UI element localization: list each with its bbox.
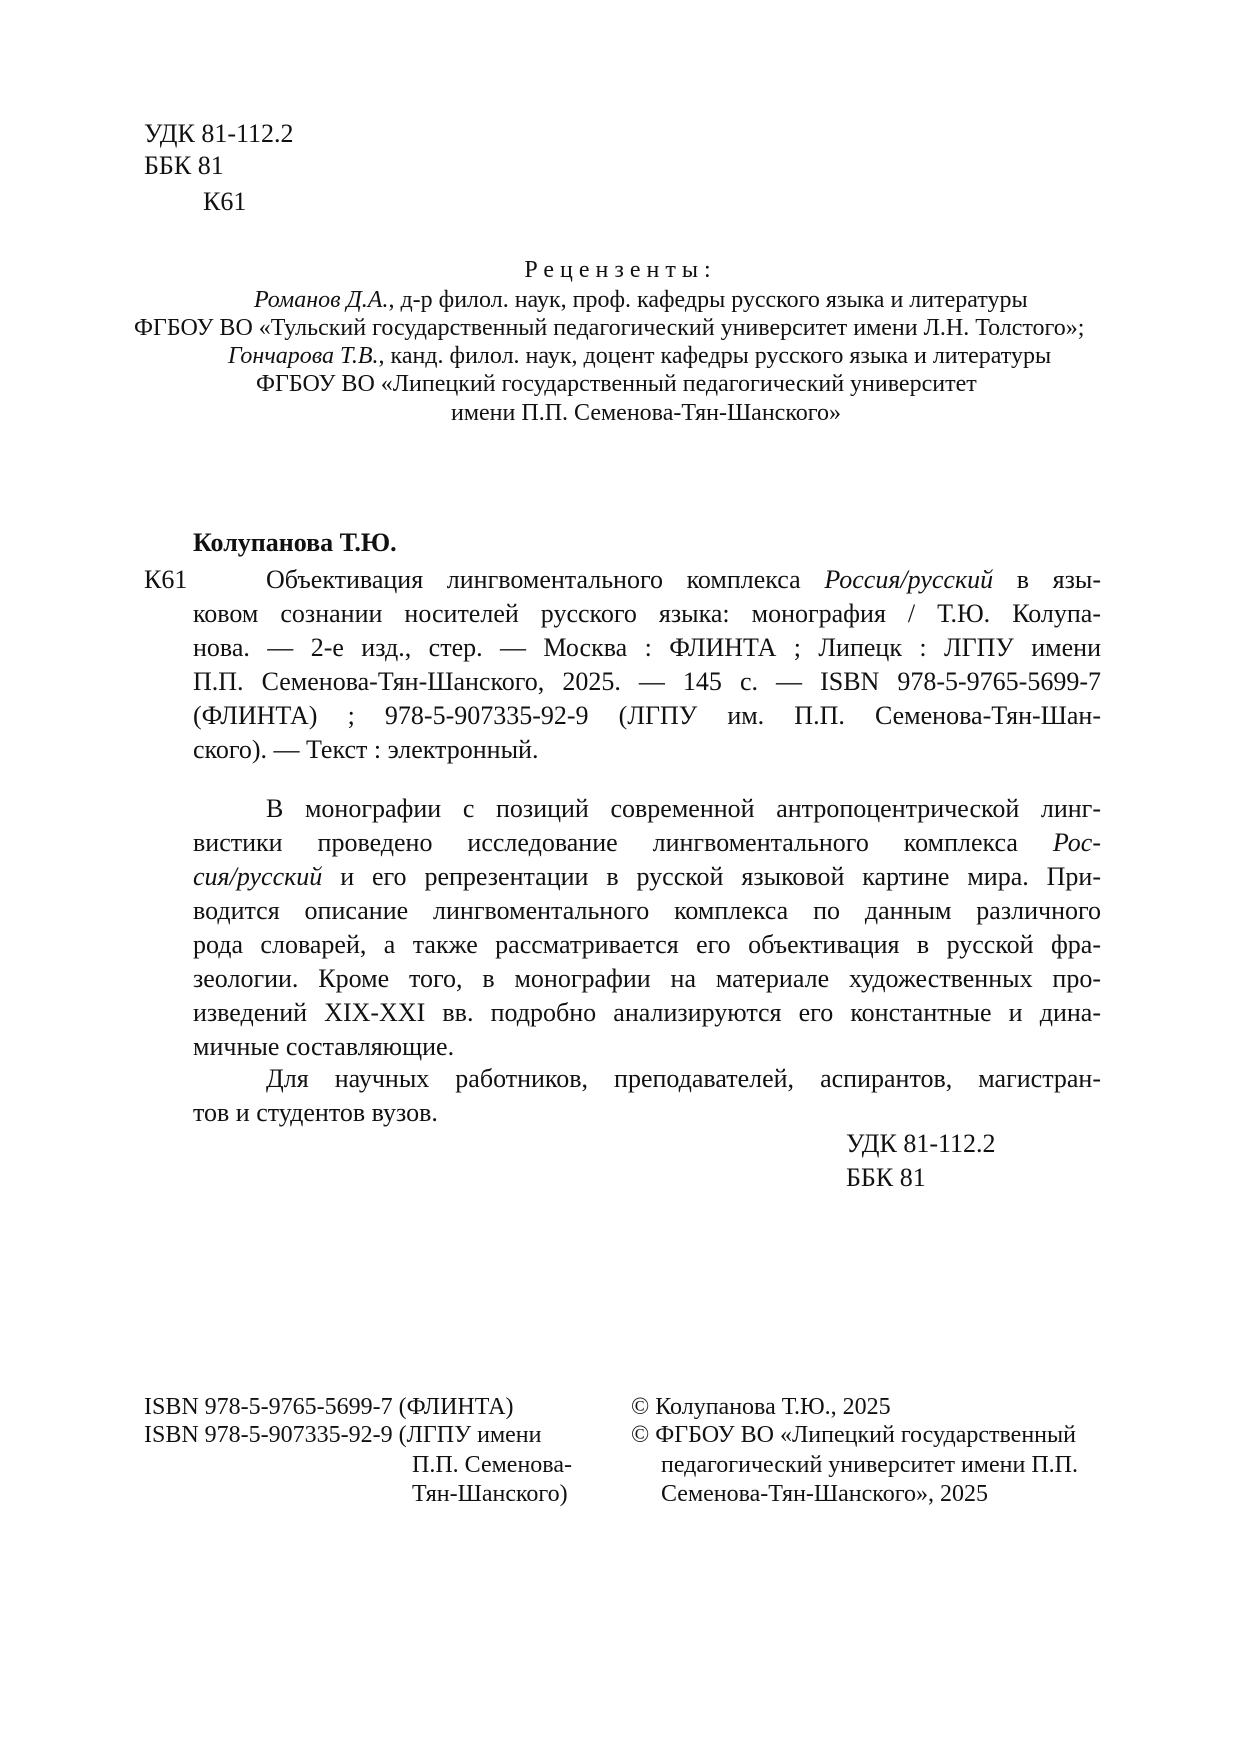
reviewer1-line1 [254, 285, 1028, 315]
copyright-university: © ФГБОУ ВО «Липецкий государственный [631, 1422, 1076, 1448]
annotation-line: сия/русский и его репрезентации в русской языковой картине мира. При- [193, 862, 1101, 891]
audience-line: тов и студентов вузов. [193, 1098, 438, 1127]
reviewer2-affiliation: ФГБОУ ВО «Липецкий государственный педагогический университет [256, 371, 977, 397]
audience-note [193, 1062, 1101, 1130]
bbk-code-top: ББК 81 [144, 151, 224, 180]
bib-line: Объективация лингвоментального комплекса Россия/русский в язы- [266, 565, 1101, 594]
reviewer1-affiliation: ФГБОУ ВО «Тульский государственный педагогический университет имени Л.Н. Толстого»; [134, 315, 1085, 341]
isbn-lgpu: ISBN 978-5-907335-92-9 (ЛГПУ имени [144, 1422, 542, 1448]
annotation-line: зеологии. Кроме того, в монографии на материале художественных про- [193, 964, 1101, 993]
author-code-top: К61 [203, 187, 247, 216]
copyright-university-cont: Семенова-Тян-Шанского», 2025 [661, 1481, 988, 1507]
author-code-record: К61 [144, 565, 188, 594]
bib-line: ковом сознании носителей русского языка: монография / Т.Ю. Колупа- [193, 599, 1101, 628]
annotation-line: вистики проведено исследование лингвоментального комплекса Рос- [193, 828, 1101, 857]
annotation-line: мичные составляющие. [193, 1032, 455, 1061]
bib-line: (ФЛИНТА) ; 978-5-907335-92-9 (ЛГПУ им. П.П. Семенова-Тян-Шан- [193, 701, 1101, 730]
bib-title-italic: Россия/русский [824, 565, 994, 594]
bib-line: ского). — Текст : электронный. [193, 735, 539, 764]
bbk-code-bottom: ББК 81 [846, 1163, 926, 1192]
reviewer2-credentials: , канд. филол. наук, доцент кафедры русского языка и литературы [378, 343, 1052, 369]
bibliographic-description [193, 563, 1101, 767]
annotation-line: рода словарей, а также рассматривается его объективация в русской фра- [193, 930, 1101, 959]
annotation-line: изведений XIX-XXI вв. подробно анализируются его константные и дина- [193, 998, 1101, 1027]
annotation-line: В монографии с позиций современной антропоцентрической линг- [266, 794, 1101, 823]
audience-line: Для научных работников, преподавателей, аспирантов, магистран- [266, 1064, 1101, 1093]
annotation [193, 792, 1101, 1064]
udk-code-bottom: УДК 81-112.2 [846, 1129, 996, 1158]
reviewer2-line1 [228, 341, 1051, 371]
bib-line: П.П. Семенова-Тян-Шанского, 2025. — 145 с. — ISBN 978-5-9765-5699-7 [193, 667, 1101, 696]
udk-code-top: УДК 81-112.2 [144, 119, 294, 148]
reviewers-heading: Рецензенты: [524, 257, 717, 283]
isbn-lgpu-cont: П.П. Семенова- [412, 1452, 572, 1478]
reviewer2-affiliation-cont: имени П.П. Семенова-Тян-Шанского» [451, 400, 841, 426]
bib-line: нова. — 2-е изд., стер. — Москва : ФЛИНТА ; Липецк : ЛГПУ имени [193, 633, 1101, 662]
annotation-line: водится описание лингвоментального комплекса по данным различного [193, 896, 1101, 925]
isbn-lgpu-cont: Тян-Шанского) [412, 1481, 568, 1507]
copyright-university-cont: педагогический университет имени П.П. [661, 1452, 1078, 1478]
reviewer2-name: Гончарова Т.В. [228, 343, 379, 369]
reviewer1-credentials: , д-р филол. наук, проф. кафедры русского языка и литературы [388, 287, 1028, 313]
reviewer1-name: Романов Д.А. [254, 287, 389, 313]
copyright-author: © Колупанова Т.Ю., 2025 [631, 1394, 891, 1420]
author-heading: Колупанова Т.Ю. [193, 528, 397, 557]
isbn-flinta: ISBN 978-5-9765-5699-7 (ФЛИНТА) [144, 1394, 514, 1420]
